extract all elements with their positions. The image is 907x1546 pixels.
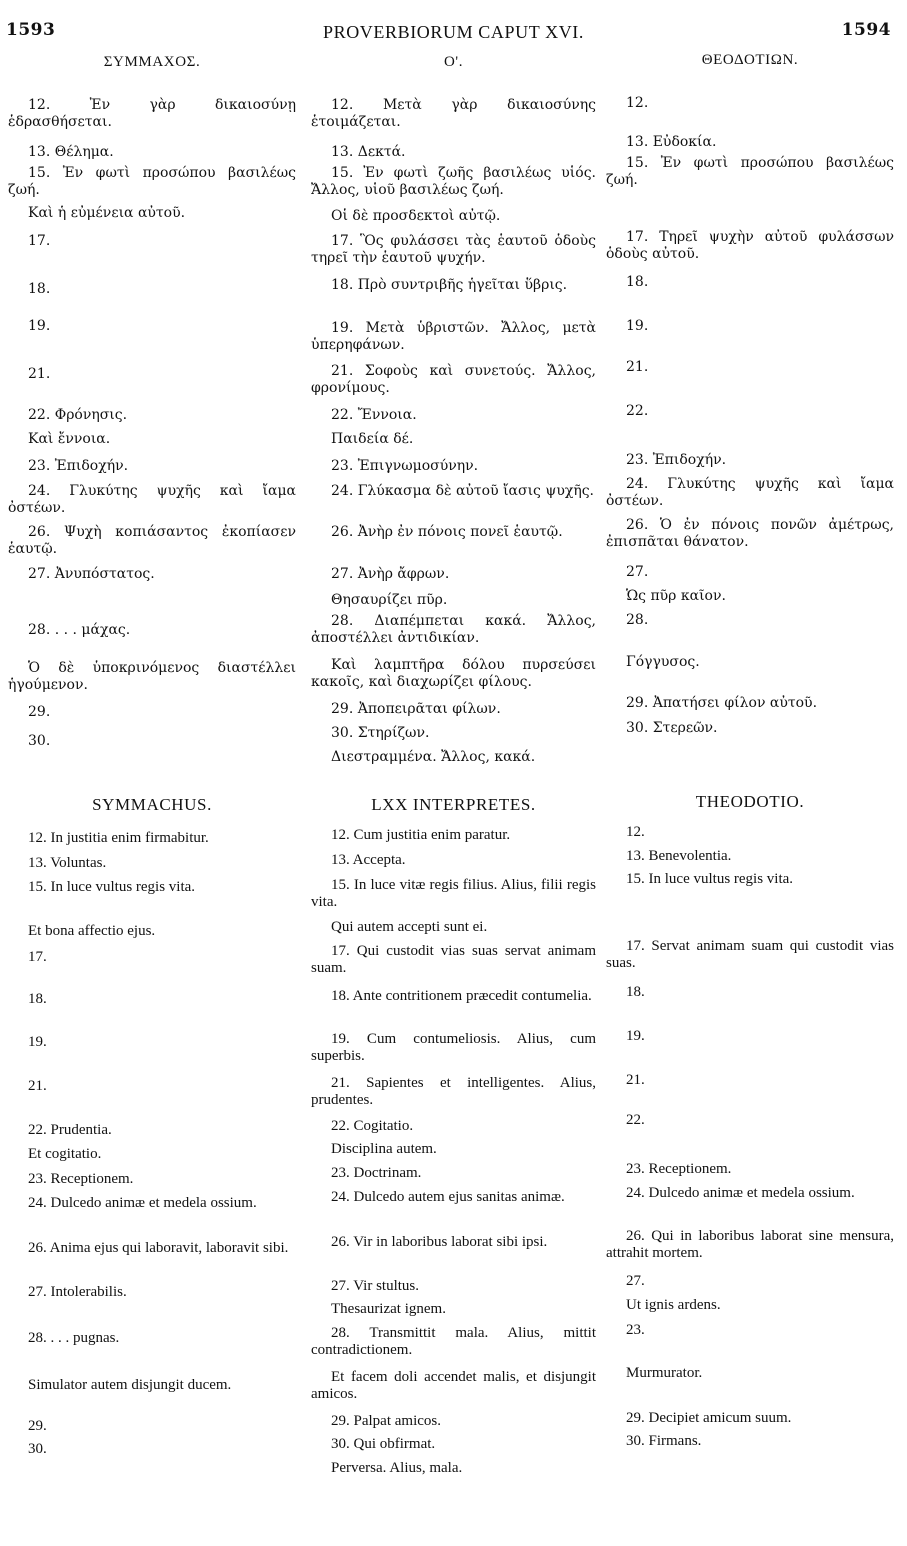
verse-entry: 12. Cum justitia enim paratur. xyxy=(331,827,511,843)
verse-entry: Ὡς πῦρ καῖον. xyxy=(626,588,726,604)
verse-entry: Disciplina autem. xyxy=(331,1141,437,1157)
verse-entry: 28. Διαπέμπεται κακά. Ἄλλος, ἀποστέλλει ἀντιδικίαν. xyxy=(311,613,596,646)
verse-entry: 30. Qui obfirmat. xyxy=(331,1436,436,1452)
verse-entry: Γόγγυσος. xyxy=(626,654,700,670)
verse-entry: 21. Sapientes et intelligentes. Alius, prudentes. xyxy=(311,1075,596,1108)
verse-entry: 13. Εὐδοκία. xyxy=(626,134,717,150)
greek-symmachus-heading: ΣΥΜΜΑΧΟΣ. xyxy=(103,54,201,70)
verse-entry: 17. Τηρεῖ ψυχὴν αὐτοῦ φυλάσσων ὁδοὺς αὐτοῦ. xyxy=(606,229,894,262)
verse-entry: 13. Voluntas. xyxy=(28,855,107,871)
verse-entry: 12. Ἐν γὰρ δικαιοσύνῃ ἑδρασθήσεται. xyxy=(8,97,296,130)
verse-entry: 27. xyxy=(626,564,649,580)
verse-entry: 15. In luce vultus regis vita. xyxy=(626,871,794,887)
verse-entry: Simulator autem disjungit ducem. xyxy=(28,1377,232,1393)
verse-entry: 27. xyxy=(626,1273,645,1289)
verse-entry: Thesaurizat ignem. xyxy=(331,1301,446,1317)
verse-entry: 22. Ἔννοια. xyxy=(331,407,417,423)
verse-entry: Et cogitatio. xyxy=(28,1146,102,1162)
verse-entry: 15. In luce vitæ regis filius. Alius, filii regis vita. xyxy=(311,877,596,910)
verse-entry: Παιδεία δέ. xyxy=(331,431,414,447)
verse-entry: 22. xyxy=(626,403,649,419)
verse-entry: 23. Ἐπιδοχήν. xyxy=(28,458,129,474)
verse-entry: Καὶ λαμπτῆρα δόλου πυρσεύσει κακοῖς, καὶ διαχωρίζει φίλους. xyxy=(311,657,596,690)
verse-entry: 27. Ἀνὴρ ἄφρων. xyxy=(331,566,450,582)
verse-entry: 13. Θέλημα. xyxy=(28,144,114,160)
verse-entry: 30. Στερεῶν. xyxy=(626,720,718,736)
verse-entry: 30. Στηρίζων. xyxy=(331,725,430,741)
verse-entry: 27. Intolerabilis. xyxy=(28,1284,127,1300)
verse-entry: 17. Qui custodit vias suas servat animam suam. xyxy=(311,943,596,976)
verse-entry: 30. xyxy=(28,733,51,749)
verse-entry: Qui autem accepti sunt ei. xyxy=(331,919,488,935)
verse-entry: 17. Servat animam suam qui custodit vias suas. xyxy=(606,938,894,971)
verse-entry: 22. xyxy=(626,1112,645,1128)
verse-entry: 22. Cogitatio. xyxy=(331,1118,414,1134)
verse-entry: Et bona affectio ejus. xyxy=(28,923,156,939)
verse-entry: 18. xyxy=(28,281,51,297)
verse-entry: Διεστραμμένα. Ἄλλος, κακά. xyxy=(331,749,536,765)
verse-entry: Et facem doli accendet malis, et disjungit amicos. xyxy=(311,1369,596,1402)
verse-entry: Καὶ ἔννοια. xyxy=(28,431,111,447)
verse-entry: 12. xyxy=(626,95,649,111)
verse-entry: 29. Ἀπατήσει φίλον αὐτοῦ. xyxy=(626,695,818,711)
page-number-left: 1593 xyxy=(6,20,56,40)
verse-entry: 19. Μετὰ ὑβριστῶν. Ἄλλος, μετὰ ὑπερηφάνων. xyxy=(311,320,596,353)
verse-entry: Murmurator. xyxy=(626,1365,703,1381)
verse-entry: 30. Firmans. xyxy=(626,1433,702,1449)
verse-entry: 18. xyxy=(626,984,645,1000)
verse-entry: 22. Prudentia. xyxy=(28,1122,112,1138)
greek-lxx-heading: O'. xyxy=(443,54,464,70)
verse-entry: 18. xyxy=(626,274,649,290)
verse-entry: 27. Vir stultus. xyxy=(331,1278,420,1294)
verse-entry: 19. xyxy=(626,1028,645,1044)
verse-entry: 23. xyxy=(626,1322,645,1338)
verse-entry: 15. In luce vultus regis vita. xyxy=(28,879,196,895)
greek-theodotion-heading: ΘΕΟΔΟΤΙΩΝ. xyxy=(701,52,799,68)
verse-entry: 18. Ante contritionem præcedit contumelia. xyxy=(331,988,592,1004)
verse-entry: 23. Ἐπιγνωμοσύνην. xyxy=(331,458,479,474)
verse-entry: 19. xyxy=(28,318,51,334)
verse-entry: 13. Accepta. xyxy=(331,852,406,868)
verse-entry: 29. xyxy=(28,704,51,720)
verse-entry: 21. xyxy=(28,366,51,382)
verse-entry: 13. Δεκτά. xyxy=(331,144,406,160)
verse-entry: 21. Σοφοὺς καὶ συνετούς. Ἄλλος, φρονίμους. xyxy=(311,363,596,396)
verse-entry: 21. xyxy=(626,1072,645,1088)
verse-entry: 23. Ἐπιδοχήν. xyxy=(626,452,727,468)
verse-entry: Ut ignis ardens. xyxy=(626,1297,721,1313)
verse-entry: 17. xyxy=(28,949,47,965)
verse-entry: 19. xyxy=(626,318,649,334)
verse-entry: 17. Ὃς φυλάσσει τὰς ἑαυτοῦ ὁδοὺς τηρεῖ τὴν ἑαυτοῦ ψυχήν. xyxy=(311,233,596,266)
verse-entry: 12. Μετὰ γὰρ δικαιοσύνης ἑτοιμάζεται. xyxy=(311,97,596,130)
verse-entry: 30. xyxy=(28,1441,47,1457)
verse-entry: Perversa. Alius, mala. xyxy=(331,1460,463,1476)
verse-entry: 23. Doctrinam. xyxy=(331,1165,422,1181)
verse-entry: 26. Ὁ ἐν πόνοις πονῶν ἀμέτρως, ἐπισπᾶται θάνατον. xyxy=(606,517,894,550)
verse-entry: Ὁ δὲ ὑποκρινόμενος διαστέλλει ἡγούμενον. xyxy=(8,660,296,693)
verse-entry: 24. Γλύκασμα δὲ αὐτοῦ ἴασις ψυχῆς. xyxy=(331,483,594,499)
latin-theodotion-heading: THEODOTIO. xyxy=(695,792,805,811)
verse-entry: 26. Anima ejus qui laboravit, laboravit sibi. xyxy=(28,1240,289,1256)
verse-entry: Θησαυρίζει πῦρ. xyxy=(331,592,448,608)
verse-entry: 19. xyxy=(28,1034,47,1050)
verse-entry: 29. Palpat amicos. xyxy=(331,1413,441,1429)
verse-entry: 15. Ἐν φωτὶ προσώπου βασιλέως ζωή. xyxy=(606,155,894,188)
page-number-right: 1594 xyxy=(841,20,891,40)
verse-entry: 21. xyxy=(626,359,649,375)
verse-entry: 24. Γλυκύτης ψυχῆς καὶ ἴαμα ὀστέων. xyxy=(8,483,296,516)
verse-entry: 19. Cum contumeliosis. Alius, cum superbis. xyxy=(311,1031,596,1064)
verse-entry: 15. Ἐν φωτὶ προσώπου βασιλέως ζωή. xyxy=(8,165,296,198)
verse-entry: 12. In justitia enim firmabitur. xyxy=(28,830,209,846)
verse-entry: 23. Receptionem. xyxy=(28,1171,134,1187)
verse-entry: 28. . . . μάχας. xyxy=(28,622,131,638)
verse-entry: 21. xyxy=(28,1078,47,1094)
verse-entry: 26. Qui in laboribus laborat sine mensura, attrahit mortem. xyxy=(606,1228,894,1261)
verse-entry: 26. Ψυχὴ κοπιάσαντος ἐκοπίασεν ἑαυτῷ. xyxy=(8,524,296,557)
verse-entry: 29. xyxy=(28,1418,47,1434)
verse-entry: 18. Πρὸ συντριβῆς ἡγεῖται ὕβρις. xyxy=(331,277,568,293)
verse-entry: 29. Decipiet amicum suum. xyxy=(626,1410,792,1426)
verse-entry: 29. Ἀποπειρᾶται φίλων. xyxy=(331,701,501,717)
verse-entry: 24. Dulcedo autem ejus sanitas animæ. xyxy=(331,1189,565,1205)
verse-entry: Καὶ ἡ εὐμένεια αὐτοῦ. xyxy=(28,205,186,221)
verse-entry: 26. Ἀνὴρ ἐν πόνοις πονεῖ ἑαυτῷ. xyxy=(331,524,563,540)
verse-entry: 28. xyxy=(626,612,649,628)
verse-entry: 26. Vir in laboribus laborat sibi ipsi. xyxy=(331,1234,548,1250)
verse-entry: 28. . . . pugnas. xyxy=(28,1330,120,1346)
verse-entry: 24. Dulcedo animæ et medela ossium. xyxy=(28,1195,257,1211)
verse-entry: 24. Dulcedo animæ et medela ossium. xyxy=(626,1185,855,1201)
verse-entry: 22. Φρόνησις. xyxy=(28,407,128,423)
verse-entry: 27. Ἀνυπόστατος. xyxy=(28,566,155,582)
verse-entry: Οἱ δὲ προσδεκτοὶ αὐτῷ. xyxy=(331,208,501,224)
verse-entry: 13. Benevolentia. xyxy=(626,848,732,864)
verse-entry: 23. Receptionem. xyxy=(626,1161,732,1177)
verse-entry: 18. xyxy=(28,991,47,1007)
verse-entry: 12. xyxy=(626,824,645,840)
verse-entry: 28. Transmittit mala. Alius, mittit contradictionem. xyxy=(311,1325,596,1358)
latin-symmachus-heading: SYMMACHUS. xyxy=(92,795,212,814)
latin-lxx-heading: LXX INTERPRETES. xyxy=(371,795,536,814)
verse-entry: 17. xyxy=(28,233,51,249)
verse-entry: 15. Ἐν φωτὶ ζωῆς βασιλέως υἱός. Ἄλλος, υἱοῦ βασιλέως ζωή. xyxy=(311,165,596,198)
running-head: PROVERBIORUM CAPUT XVI. xyxy=(322,22,584,42)
verse-entry: 24. Γλυκύτης ψυχῆς καὶ ἴαμα ὀστέων. xyxy=(606,476,894,509)
